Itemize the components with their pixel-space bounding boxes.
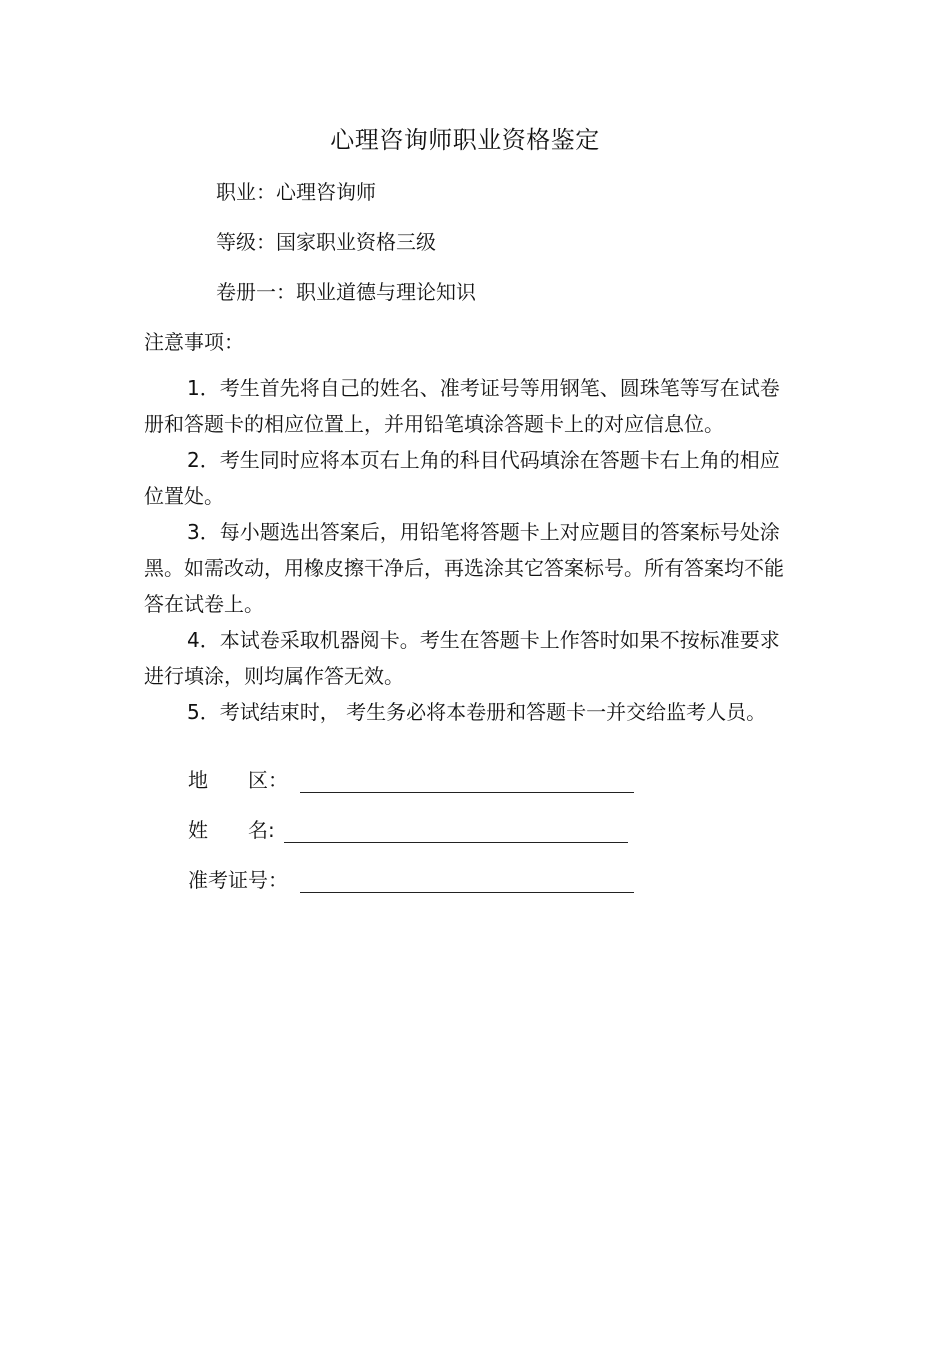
notice-item-5: 5．考试结束时， 考生务必将本卷册和答题卡一并交给监考人员。 bbox=[187, 700, 767, 724]
notice-heading: 注意事项： bbox=[144, 330, 244, 354]
notice-item-3: 3．每小题选出答案后，用铅笔将答题卡上对应题目的答案标号处涂黑。如需改动，用橡皮擦干净后，再选涂其它答案标号。所有答案均不能答在试卷上。 bbox=[144, 520, 784, 616]
region-label: 地 区： bbox=[188, 768, 288, 792]
page-title: 心理咨询师职业资格鉴定 bbox=[330, 126, 600, 154]
ticket-number-label: 准考证号： bbox=[188, 868, 288, 892]
name-input-line[interactable] bbox=[284, 842, 628, 843]
notice-item-4: 4．本试卷采取机器阅卡。考生在答题卡上作答时如果不按标准要求进行填涂，则均属作答无效。 bbox=[144, 628, 780, 688]
meta-occupation: 职业：心理咨询师 bbox=[216, 180, 376, 204]
meta-level: 等级：国家职业资格三级 bbox=[216, 230, 436, 254]
notice-item-2: 2．考生同时应将本页右上角的科目代码填涂在答题卡右上角的相应位置处。 bbox=[144, 448, 780, 508]
meta-volume: 卷册一：职业道德与理论知识 bbox=[216, 280, 476, 304]
ticket-number-input-line[interactable] bbox=[300, 892, 634, 893]
notice-item-1: 1．考生首先将自己的姓名、准考证号等用钢笔、圆珠笔等写在试卷册和答题卡的相应位置上，并用铅笔填涂答题卡上的对应信息位。 bbox=[144, 376, 780, 436]
notice-list bbox=[144, 370, 784, 730]
region-input-line[interactable] bbox=[300, 792, 634, 793]
name-label: 姓 名: bbox=[188, 818, 275, 842]
